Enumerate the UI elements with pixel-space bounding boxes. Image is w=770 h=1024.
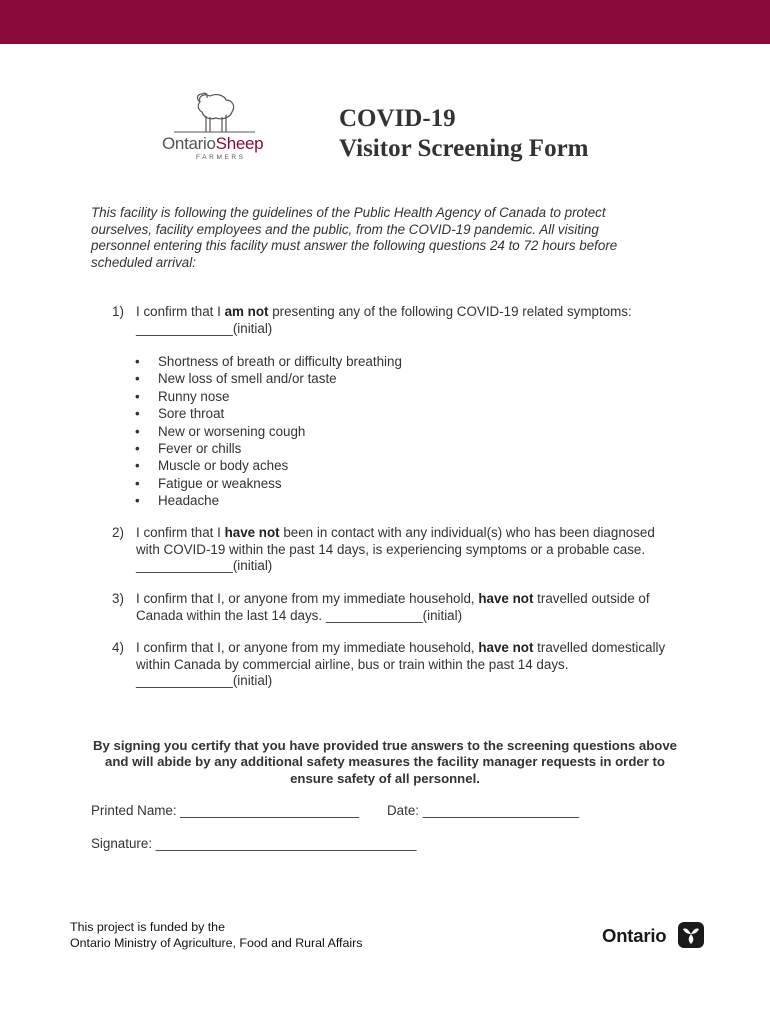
question-3: 3) I confirm that I, or anyone from my immediate household, have not travelled outside of Canada within the last 14 days. _____________(initial) (112, 591, 650, 623)
list-item: • Headache (135, 493, 220, 509)
question-2: 2) I confirm that I have not been in contact with any individual(s) who has been diagnosed with COVID-19 within the past 14 days, is experiencing symptoms or a probable case. _____________(initial) (112, 525, 655, 573)
intro-paragraph: This facility is following the guidelines of the Public Health Agency of Canada to protect ourselves, facility employees and the public, from the COVID-19 pandemic. All visiting personnel entering this facility must answer the following questions 24 to 72 hours before scheduled arrival: (91, 205, 618, 270)
list-item: • New or worsening cough (135, 423, 306, 439)
funding-note: This project is funded by the Ontario Ministry of Agriculture, Food and Rural Affairs (70, 920, 363, 950)
list-item: • Fever or chills (135, 441, 242, 457)
top-banner (0, 0, 770, 44)
ontario-wordmark: Ontario (602, 925, 667, 946)
certification-statement: By signing you certify that you have provided true answers to the screening questions above and will abide by any additional safety measures the facility manager requests in order to ensure safety of all personnel. (92, 738, 678, 786)
list-item: • Runny nose (135, 388, 230, 404)
list-item: • Shortness of breath or difficulty breathing (135, 354, 402, 369)
question-1: 1) I confirm that I am not presenting any of the following COVID-19 related symptoms: _____________(initial) (112, 304, 632, 336)
printed-name-field[interactable]: Printed Name: ________________________ (91, 803, 360, 818)
symptom-list (132, 353, 402, 510)
list-item: • Muscle or body aches (135, 458, 289, 474)
signature-field[interactable]: Signature: ___________________________________ (91, 836, 417, 851)
trillium-icon (678, 922, 704, 948)
logo-subtitle: FARMERS (196, 154, 246, 161)
logo-wordmark: OntarioSheep (162, 134, 264, 153)
question-4: 4) I confirm that I, or anyone from my immediate household, have not travelled domestically within Canada by commercial airline, bus or train within the past 14 days. _____________(initial) (112, 640, 666, 688)
list-item: • Fatigue or weakness (135, 475, 282, 491)
date-field[interactable]: Date: _____________________ (387, 803, 580, 818)
list-item: • New loss of smell and/or taste (135, 371, 337, 387)
sheep-icon (160, 90, 270, 138)
ontario-sheep-logo (160, 90, 280, 162)
title-line-1: COVID-19 (339, 105, 456, 132)
list-item: • Sore throat (135, 406, 225, 422)
title-line-2: Visitor Screening Form (339, 135, 589, 162)
page-title (339, 104, 589, 164)
